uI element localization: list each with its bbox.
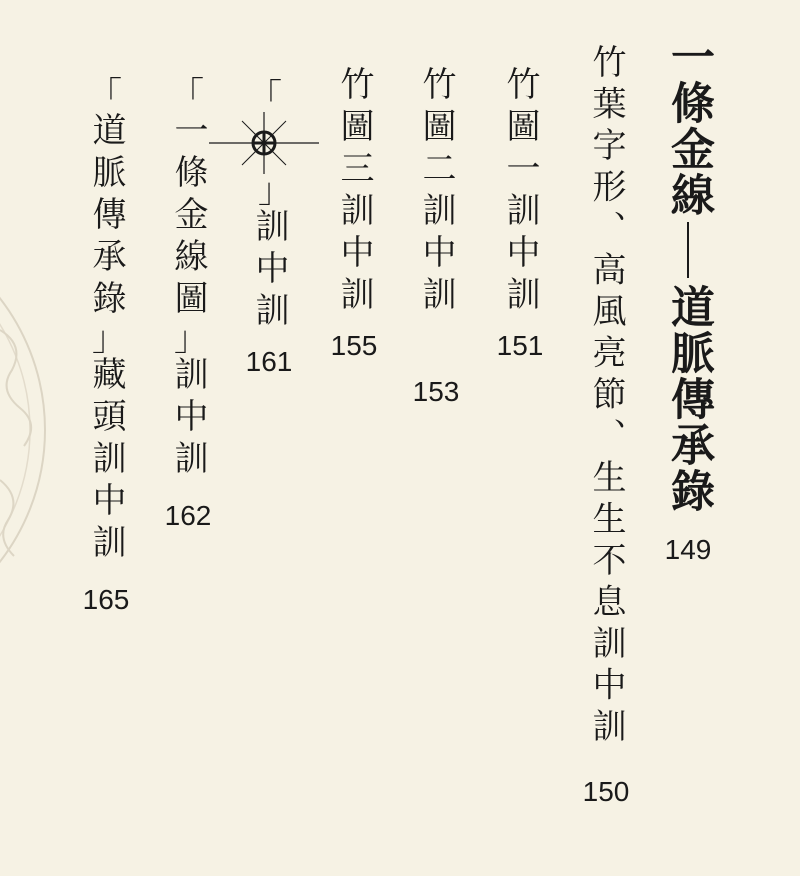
title-dash <box>687 222 689 278</box>
open-bracket: 「 <box>170 75 204 115</box>
close-bracket: 」 <box>92 319 126 359</box>
toc-entry[interactable] <box>158 75 218 531</box>
toc-entry[interactable] <box>408 66 464 406</box>
page-number: 151 <box>496 330 544 361</box>
toc-entry[interactable] <box>575 44 637 806</box>
page-number: 153 <box>412 376 460 407</box>
sun-cross-symbol <box>209 108 319 178</box>
toc-entry[interactable] <box>492 66 548 360</box>
page-number: 165 <box>82 584 130 615</box>
section-title-column <box>661 34 715 564</box>
entry-title: 藏頭訓中訓 <box>86 356 126 566</box>
toc-entry[interactable] <box>76 75 136 615</box>
section-title-part1: 一條金線 <box>663 34 714 218</box>
entry-title: 竹葉字形、高風亮節、生生不息訓中訓 <box>586 44 626 750</box>
entry-title: 竹圖二訓中訓 <box>416 66 456 318</box>
page-number: 149 <box>664 534 712 565</box>
entry-title: 訓中訓 <box>168 356 208 482</box>
decorative-medallion <box>0 0 60 876</box>
page-number: 150 <box>582 775 630 807</box>
close-bracket: 」 <box>174 319 208 359</box>
page-number: 161 <box>245 346 293 377</box>
close-bracket: 」 <box>258 171 292 211</box>
page-number: 162 <box>164 500 212 531</box>
entry-title: 訓中訓 <box>249 208 289 334</box>
open-bracket: 「 <box>248 77 282 117</box>
entry-title: 竹圖三訓中訓 <box>334 66 374 318</box>
section-title-part2: 道脈傳承錄 <box>663 284 714 514</box>
page-number: 155 <box>330 330 378 361</box>
entry-title: 竹圖一訓中訓 <box>500 66 540 318</box>
open-bracket: 「 <box>88 75 122 115</box>
toc-entry[interactable] <box>326 66 382 360</box>
entry-subtitle: 道脈傳承錄 <box>86 112 126 322</box>
toc-entry[interactable] <box>236 77 302 377</box>
entry-subtitle: 一條金線圖 <box>168 112 208 322</box>
